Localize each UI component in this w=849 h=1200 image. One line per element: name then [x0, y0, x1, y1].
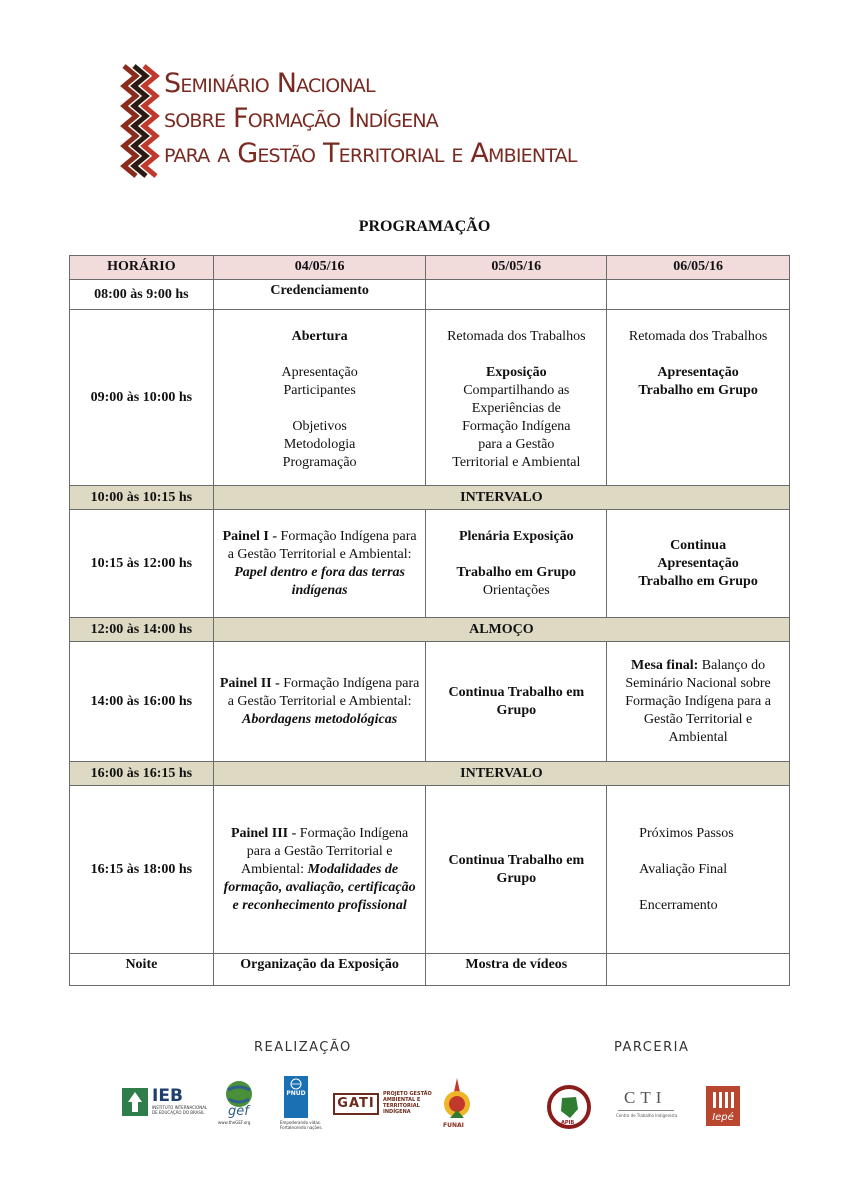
schedule-cell — [426, 310, 607, 486]
table-header-row — [70, 256, 790, 280]
schedule-cell — [607, 786, 790, 954]
cell-line: Trabalho em Grupo — [638, 383, 758, 398]
cell-line: Avaliação Final — [639, 861, 728, 877]
time-cell: 08:00 às 9:00 hs — [70, 280, 214, 310]
gef-name: gef — [228, 1104, 249, 1119]
cell-line: para a Gestão — [478, 437, 555, 452]
seminar-title-line1: Seminário Nacional — [164, 68, 375, 99]
schedule-cell: Mostra de vídeos — [426, 954, 607, 986]
schedule-cell: Credenciamento — [213, 280, 426, 310]
table-row — [70, 280, 790, 310]
seminar-zigzag-logo — [120, 62, 160, 182]
cell-text: Balanço do Seminário Nacional sobre Formação Indígena para a Gestão Territorial e Ambiental — [625, 657, 771, 745]
gati-sub3: TERRITORIAL — [383, 1103, 420, 1109]
gati-sub2: AMBIENTAL E — [383, 1097, 421, 1103]
cti-name: CTI — [624, 1088, 667, 1107]
page-title: PROGRAMAÇÃO — [358, 218, 491, 235]
schedule-cell — [607, 310, 790, 486]
funai-name: FUNAI — [443, 1122, 464, 1129]
header-day1: 04/05/16 — [213, 256, 426, 280]
table-row — [70, 954, 790, 986]
schedule-cell — [607, 510, 790, 618]
table-row-break — [70, 762, 790, 786]
realizacao-label: REALIZAÇÃO — [254, 1040, 352, 1055]
table-row — [70, 642, 790, 762]
cell-italic: Papel dentro e fora das terras indígenas — [234, 564, 405, 598]
cell-bold: Painel II - — [219, 675, 284, 691]
seminar-title-line2: sobre Formação Indígena — [164, 103, 438, 134]
break-cell: INTERVALO — [213, 762, 789, 786]
schedule-cell — [213, 642, 426, 762]
cell-line: Apresentação — [281, 365, 358, 380]
time-cell: 10:15 às 12:00 hs — [70, 510, 214, 618]
pnud-sub2: Fortalecendo nações. — [280, 1125, 323, 1130]
break-cell: INTERVALO — [213, 486, 789, 510]
schedule-cell: Continua Trabalho em Grupo — [426, 786, 607, 954]
ieb-sub1: INSTITUTO INTERNACIONAL — [152, 1105, 208, 1110]
iepe-figures-icon — [711, 1090, 735, 1110]
cell-line: Trabalho em Grupo — [638, 573, 758, 589]
table-row — [70, 786, 790, 954]
schedule-cell — [607, 954, 790, 986]
schedule-table — [69, 255, 790, 986]
cell-line: Experiências de — [471, 401, 561, 416]
table-row-break — [70, 618, 790, 642]
gati-sub1: PROJETO GESTÃO — [383, 1091, 432, 1097]
schedule-cell — [607, 280, 790, 310]
cell-line: Participantes — [283, 383, 356, 398]
time-cell: 10:00 às 10:15 hs — [70, 486, 214, 510]
table-row-break — [70, 486, 790, 510]
cell-bold: Mesa final: — [631, 657, 702, 673]
schedule-cell — [213, 786, 426, 954]
schedule-cell — [607, 642, 790, 762]
time-cell: 16:00 às 16:15 hs — [70, 762, 214, 786]
schedule-cell — [213, 510, 426, 618]
gef-logo — [218, 1080, 262, 1130]
cti-logo — [614, 1088, 678, 1124]
cell-line: Trabalho em Grupo — [456, 564, 577, 580]
cell-line: Formação Indígena — [462, 419, 571, 434]
funai-logo — [440, 1076, 474, 1134]
header-day3: 06/05/16 — [607, 256, 790, 280]
table-row — [70, 310, 790, 486]
time-cell: 09:00 às 10:00 hs — [70, 310, 214, 486]
ieb-tree-icon — [122, 1088, 148, 1116]
parceria-label: PARCERIA — [614, 1040, 690, 1055]
cell-line: Metodologia — [283, 437, 356, 452]
cell-line: Retomada dos Trabalhos — [628, 329, 768, 344]
seminar-title — [164, 66, 577, 171]
cell-line: Encerramento — [639, 897, 718, 913]
cti-sub: Centro de Trabalho Indigenista — [616, 1113, 678, 1118]
cell-italic: Modalidades de formação, avaliação, certificação e reconhecimento profissional — [223, 861, 416, 913]
schedule-cell: Continua Trabalho em Grupo — [426, 642, 607, 762]
header-day2: 05/05/16 — [426, 256, 607, 280]
cell-text: Formação Indígena para a Gestão Territorial e Ambiental: — [241, 825, 409, 877]
schedule-cell — [426, 510, 607, 618]
pnud-letters: PNUD — [286, 1090, 306, 1097]
cell-text: Formação Indígena para a Gestão Territorial e Ambiental: — [227, 528, 417, 562]
pnud-sub1: Empoderando vidas. — [280, 1120, 322, 1125]
header-horario: HORÁRIO — [70, 256, 214, 280]
time-cell: 12:00 às 14:00 hs — [70, 618, 214, 642]
cell-line: Programação — [282, 455, 357, 470]
time-cell: 16:15 às 18:00 hs — [70, 786, 214, 954]
seminar-header — [120, 62, 720, 192]
schedule-cell — [213, 310, 426, 486]
time-cell: 14:00 às 16:00 hs — [70, 642, 214, 762]
apib-name: APIB — [561, 1120, 575, 1126]
cell-line: Próximos Passos — [639, 825, 734, 841]
ieb-sub2: DE EDUCAÇÃO DO BRASIL — [152, 1110, 205, 1115]
break-cell: ALMOÇO — [213, 618, 789, 642]
iepe-logo — [706, 1086, 740, 1126]
pnud-logo — [280, 1076, 323, 1132]
gati-name: GATI — [333, 1093, 379, 1115]
gati-sub4: INDÍGENA — [383, 1109, 411, 1115]
cell-line: Apresentação — [657, 555, 739, 571]
table-row — [70, 510, 790, 618]
cell-line: Retomada dos Trabalhos — [447, 329, 586, 344]
cell-line: Compartilhando as — [463, 383, 570, 398]
schedule-cell — [426, 280, 607, 310]
cell-line: Apresentação — [657, 365, 739, 380]
gati-text — [383, 1091, 432, 1115]
pnud-blue-block — [284, 1076, 308, 1118]
un-emblem-icon — [288, 1078, 304, 1090]
cell-line: Exposição — [485, 365, 547, 380]
gati-logo — [333, 1091, 432, 1119]
cell-text: Formação Indígena para a Gestão Territorial e Ambiental: — [227, 675, 420, 709]
cell-bold: Painel I - — [222, 528, 281, 544]
cell-line: Abertura — [291, 329, 348, 344]
cell-line: Continua — [670, 537, 727, 553]
gef-sub: www.theGEF.org — [218, 1120, 251, 1125]
cell-line: Territorial e Ambiental — [452, 455, 581, 470]
funai-emblem-icon — [440, 1076, 474, 1122]
cell-line: Plenária Exposição — [458, 528, 574, 544]
cell-line: Orientações — [482, 582, 550, 598]
time-cell: Noite — [70, 954, 214, 986]
ieb-logo — [122, 1086, 208, 1122]
cell-line: Objetivos — [292, 419, 347, 434]
apib-logo — [547, 1085, 591, 1129]
cell-italic: Abordagens metodológicas — [242, 711, 398, 727]
schedule-cell: Organização da Exposição — [213, 954, 426, 986]
ieb-name: IEB — [152, 1086, 183, 1106]
cell-bold: Painel III - — [230, 825, 300, 841]
seminar-title-line3: para a Gestão Territorial e Ambiental — [164, 138, 577, 169]
iepe-name: Iepé — [712, 1112, 734, 1123]
